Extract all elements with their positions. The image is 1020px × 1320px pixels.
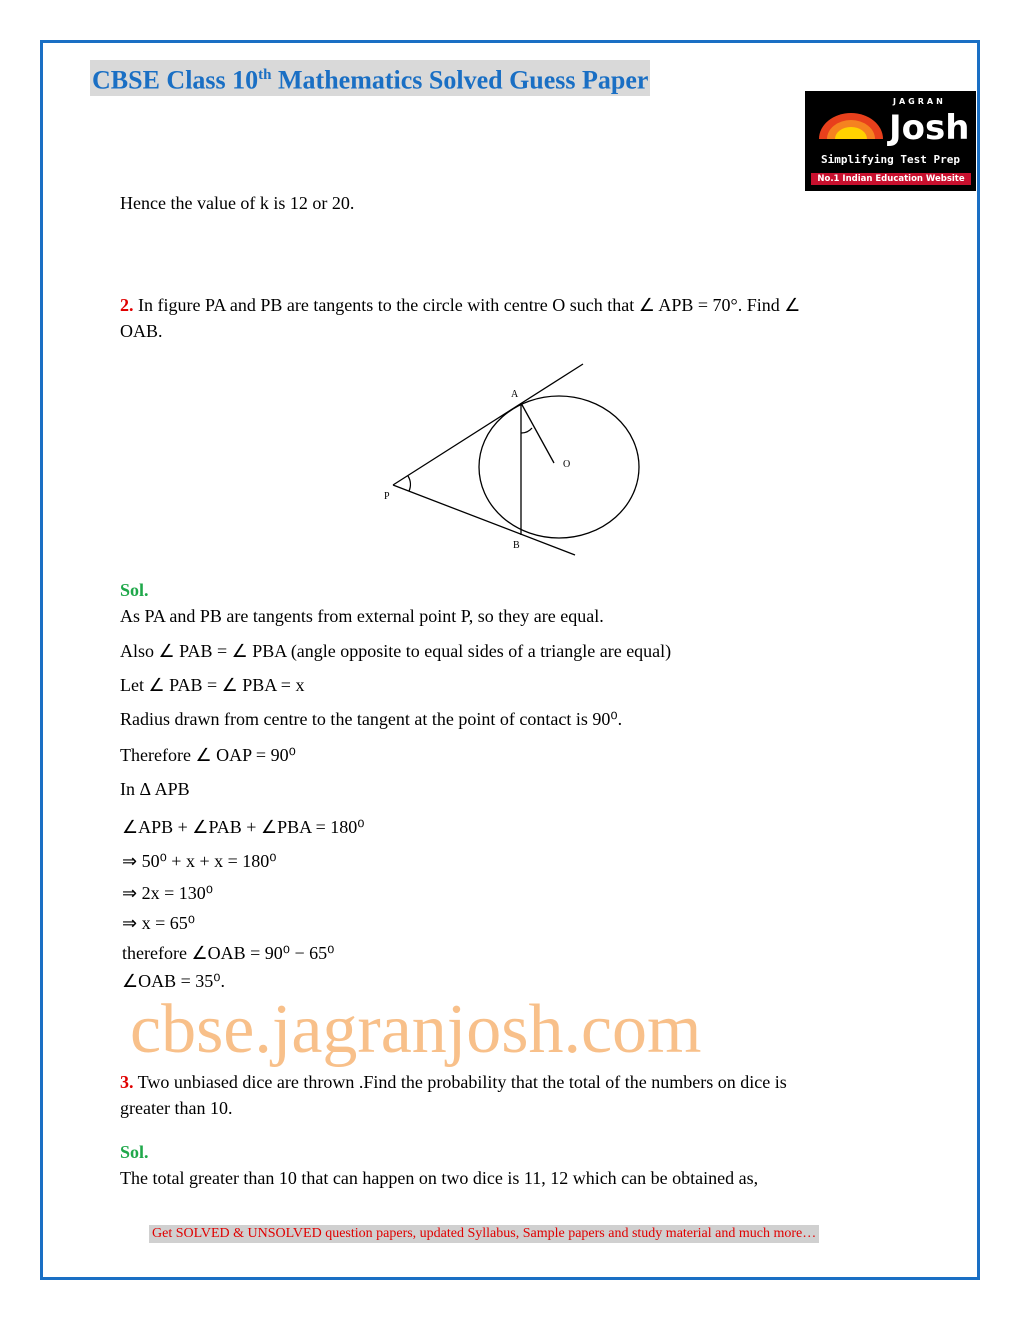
question-2 [120, 294, 800, 316]
math-line: therefore ∠OAB = 90⁰ − 65⁰ [122, 943, 335, 963]
logo-website: No.1 Indian Education Website [811, 173, 971, 185]
solution-label: Sol. [120, 1142, 149, 1162]
math-line: ∠APB + ∠PAB + ∠PBA = 180⁰ [122, 817, 365, 837]
logo-small-text: JAGRAN [893, 97, 946, 106]
math-line: ⇒ 2x = 130⁰ [122, 883, 213, 903]
title-text-2: Mathematics Solved Guess Paper [271, 65, 649, 95]
math-line: ∠OAB = 35⁰. [122, 971, 226, 991]
jagran-josh-logo[interactable] [805, 91, 976, 191]
solution-label: Sol. [120, 580, 149, 600]
sun-icon [817, 109, 897, 149]
solution-line: In Δ APB [120, 779, 190, 799]
tangent-circle-figure [370, 355, 660, 560]
solution-line: As PA and PB are tangents from external point P, so they are equal. [120, 606, 604, 626]
solution-line: Therefore ∠ OAP = 90⁰ [120, 745, 296, 765]
solution-line: The total greater than 10 that can happen on two dice is 11, 12 which can be obtained as, [120, 1168, 759, 1188]
title-sup: th [258, 67, 272, 83]
solution-line: Let ∠ PAB = ∠ PBA = x [120, 675, 305, 695]
question-text: Two unbiased dice are thrown .Find the probability that the total of the numbers on dice is [133, 1072, 787, 1092]
label-p: P [384, 491, 390, 502]
watermark: cbse.jagranjosh.com [130, 991, 702, 1068]
question-number: 3. [120, 1072, 134, 1092]
question-text: In figure PA and PB are tangents to the circle with centre O such that ∠ APB = 70°. Find ∠ [133, 295, 801, 315]
question-3 [120, 1071, 787, 1093]
label-o: O [563, 459, 571, 470]
logo-brand: Josh [889, 108, 970, 148]
label-a: A [511, 389, 519, 400]
label-b: B [513, 540, 520, 551]
page-title [90, 60, 650, 96]
solution-line: Radius drawn from centre to the tangent at the point of contact is 90⁰. [120, 709, 623, 729]
title-text: CBSE Class 10 [92, 65, 259, 95]
footer-promo-link[interactable]: Get SOLVED & UNSOLVED question papers, updated Syllabus, Sample papers and study material and much more… [149, 1225, 819, 1243]
question-text-cont: OAB. [120, 321, 163, 341]
math-line: ⇒ 50⁰ + x + x = 180⁰ [122, 851, 277, 871]
question-number: 2. [120, 295, 134, 315]
math-line: ⇒ x = 65⁰ [122, 913, 195, 933]
logo-tagline: Simplifying Test Prep [820, 153, 961, 166]
intro-text: Hence the value of k is 12 or 20. [120, 193, 355, 213]
solution-line: Also ∠ PAB = ∠ PBA (angle opposite to equal sides of a triangle are equal) [120, 641, 672, 661]
question-text-cont: greater than 10. [120, 1098, 233, 1118]
